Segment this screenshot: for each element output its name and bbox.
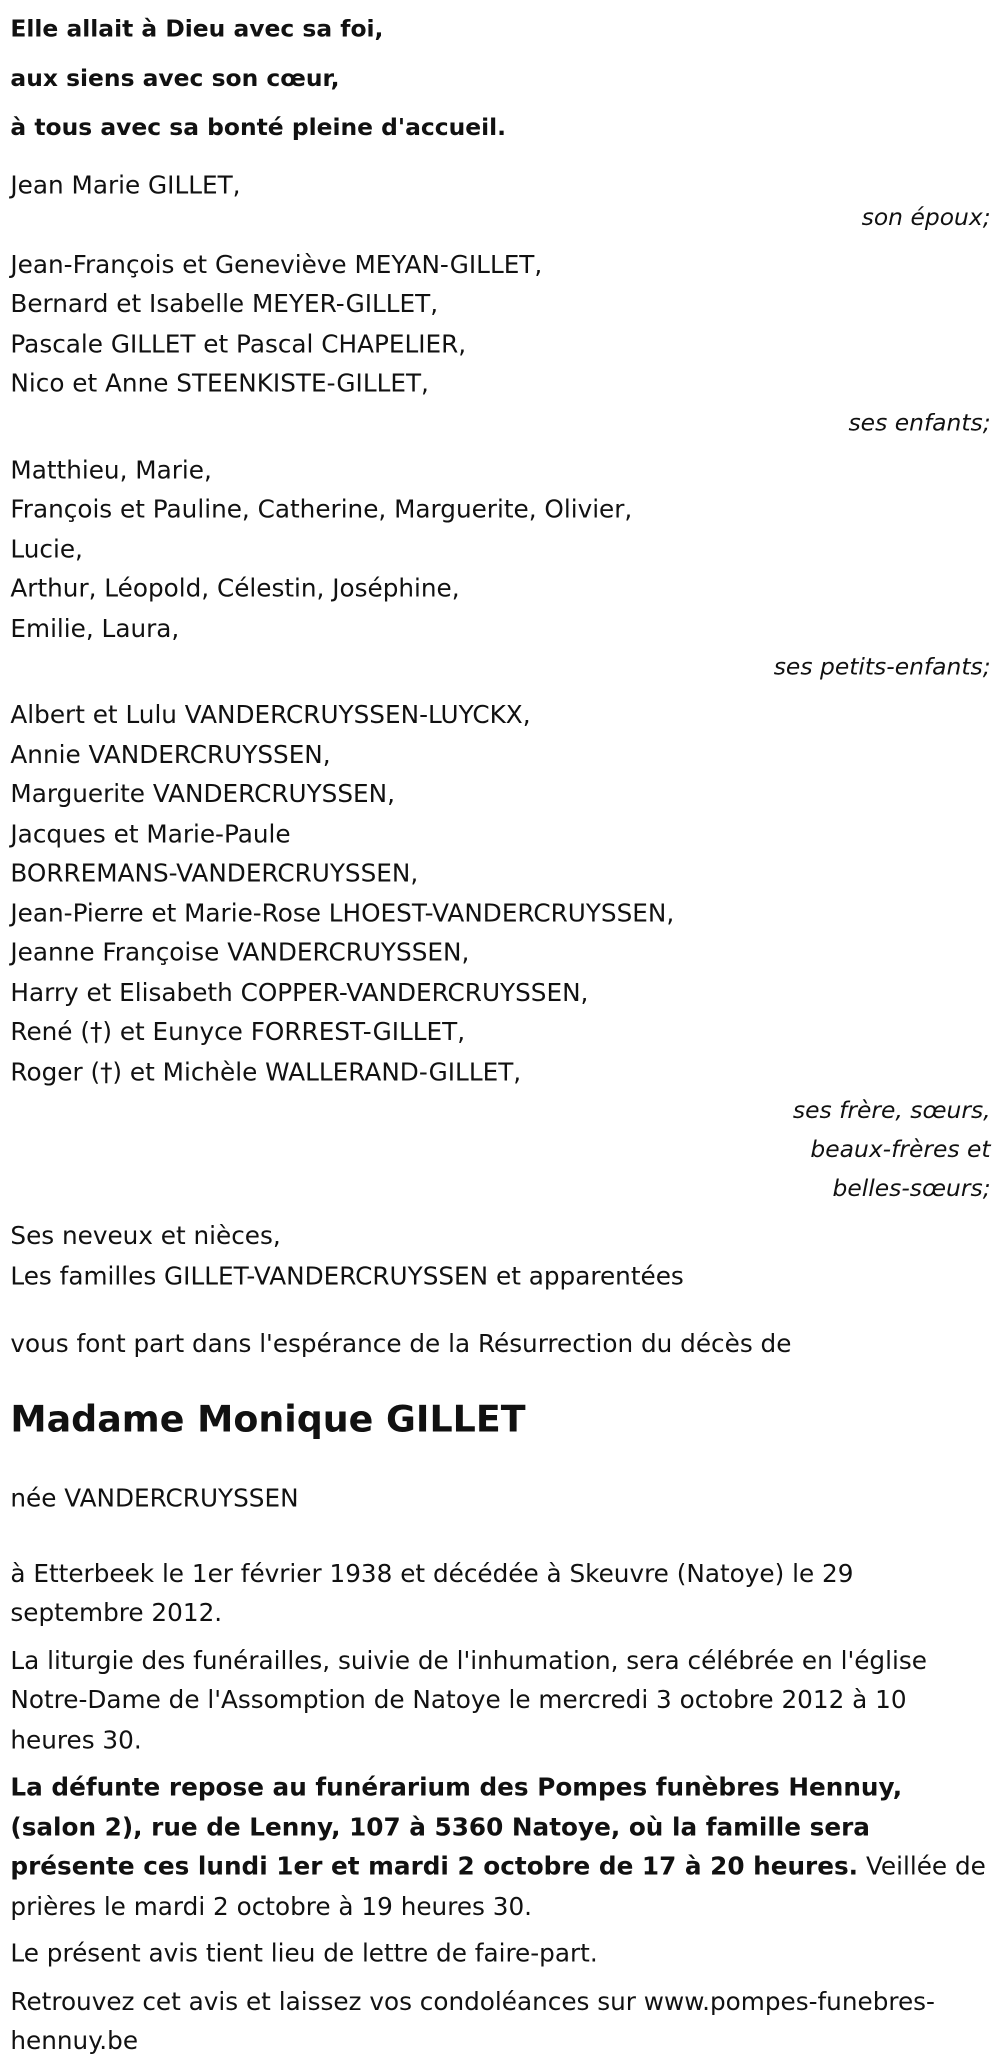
other-relatives bbox=[10, 1217, 990, 1296]
family-name: Jacques et Marie-Paule bbox=[10, 819, 291, 849]
family-role: ses enfants; bbox=[848, 408, 991, 437]
deceased-name: Madame Monique GILLET bbox=[10, 1396, 526, 1440]
poem bbox=[10, 5, 990, 153]
family-role: beaux-frères et bbox=[810, 1136, 991, 1164]
family-name: Marguerite VANDERCRUYSSEN, bbox=[10, 780, 395, 809]
maiden-name: née VANDERCRUYSSEN bbox=[10, 1483, 299, 1513]
vigil-text: Veillée de prières le mardi 2 octobre à 19 heures 30. bbox=[10, 1852, 986, 1921]
family-role: ses frère, sœurs, bbox=[792, 1097, 991, 1125]
family-name: Jeanne Françoise VANDERCRUYSSEN, bbox=[10, 938, 470, 968]
family-name: Bernard et Isabelle MEYER-GILLET, bbox=[10, 289, 439, 319]
liturgy-text: La liturgie des funérailles, suivie de l'inhumation, sera célébrée en l'église Notre-Dame de l'Assomption de Natoye le mercredi 3 octobre 2012 à 10 heures 30. bbox=[10, 1646, 927, 1755]
family-name: Matthieu, Marie, bbox=[10, 455, 212, 485]
family-group-siblings bbox=[10, 696, 990, 1210]
family-role: belles-sœurs; bbox=[832, 1175, 991, 1203]
repose-text bbox=[10, 1768, 990, 1927]
family-name: Pascale GILLET et Pascal CHAPELIER, bbox=[10, 329, 467, 359]
family-name: Emilie, Laura, bbox=[10, 614, 180, 643]
announcement: vous font part dans l'espérance de la Résurrection du décès de bbox=[10, 1329, 792, 1359]
family-name: Nico et Anne STEENKISTE-GILLET, bbox=[10, 369, 429, 398]
online-condolences-text: Retrouvez cet avis et laissez vos condoléances sur www.pompes-funebres-hennuy.be bbox=[10, 1987, 935, 2056]
relatives-line: Ses neveux et nièces, bbox=[10, 1222, 281, 1251]
family-name: Jean-Pierre et Marie-Rose LHOEST-VANDERCRUYSSEN, bbox=[10, 898, 675, 928]
poem-line: Elle allait à Dieu avec sa foi, bbox=[10, 15, 384, 43]
family-name: Albert et Lulu VANDERCRUYSSEN-LUYCKX, bbox=[10, 700, 531, 730]
relatives-line: Les familles GILLET-VANDERCRUYSSEN et apparentées bbox=[10, 1261, 684, 1291]
family-name: Annie VANDERCRUYSSEN, bbox=[10, 740, 331, 769]
poem-line: à tous avec sa bonté pleine d'accueil. bbox=[10, 114, 507, 142]
family-name: Jean-François et Geneviève MEYAN-GILLET, bbox=[10, 250, 543, 279]
family-group-grandchildren bbox=[10, 450, 990, 687]
repose-bold-text: La défunte repose au funérarium des Pompes funèbres Hennuy, (salon 2), rue de Lenny, 107 à 5360 Natoye, où la famille sera présente ces lundi 1er et mardi 2 octobre de 17 à 20 heures. bbox=[10, 1773, 903, 1882]
family-name: Harry et Elisabeth COPPER-VANDERCRUYSSEN, bbox=[10, 978, 589, 1007]
family-role: son époux; bbox=[861, 203, 991, 231]
family-name: Jean Marie GILLET, bbox=[10, 171, 241, 201]
family-role: ses petits-enfants; bbox=[773, 653, 991, 682]
family-name: René (†) et Eunyce FORREST-GILLET, bbox=[10, 1017, 466, 1047]
family-group-children bbox=[10, 245, 990, 443]
family-name: François et Pauline, Catherine, Marguerite, Olivier, bbox=[10, 495, 633, 524]
family-name: Roger (†) et Michèle WALLERAND-GILLET, bbox=[10, 1057, 522, 1087]
birth-death-text: à Etterbeek le 1er février 1938 et décédée à Skeuvre (Natoye) le 29 septembre 2012. bbox=[10, 1559, 854, 1628]
family-name: Arthur, Léopold, Célestin, Joséphine, bbox=[10, 574, 460, 604]
family-group-spouse bbox=[10, 166, 990, 237]
poem-line: aux siens avec son cœur, bbox=[10, 65, 340, 93]
family-name: Lucie, bbox=[10, 534, 83, 564]
notice-text: Le présent avis tient lieu de lettre de faire-part. bbox=[10, 1939, 598, 1969]
family-name: BORREMANS-VANDERCRUYSSEN, bbox=[10, 859, 419, 888]
